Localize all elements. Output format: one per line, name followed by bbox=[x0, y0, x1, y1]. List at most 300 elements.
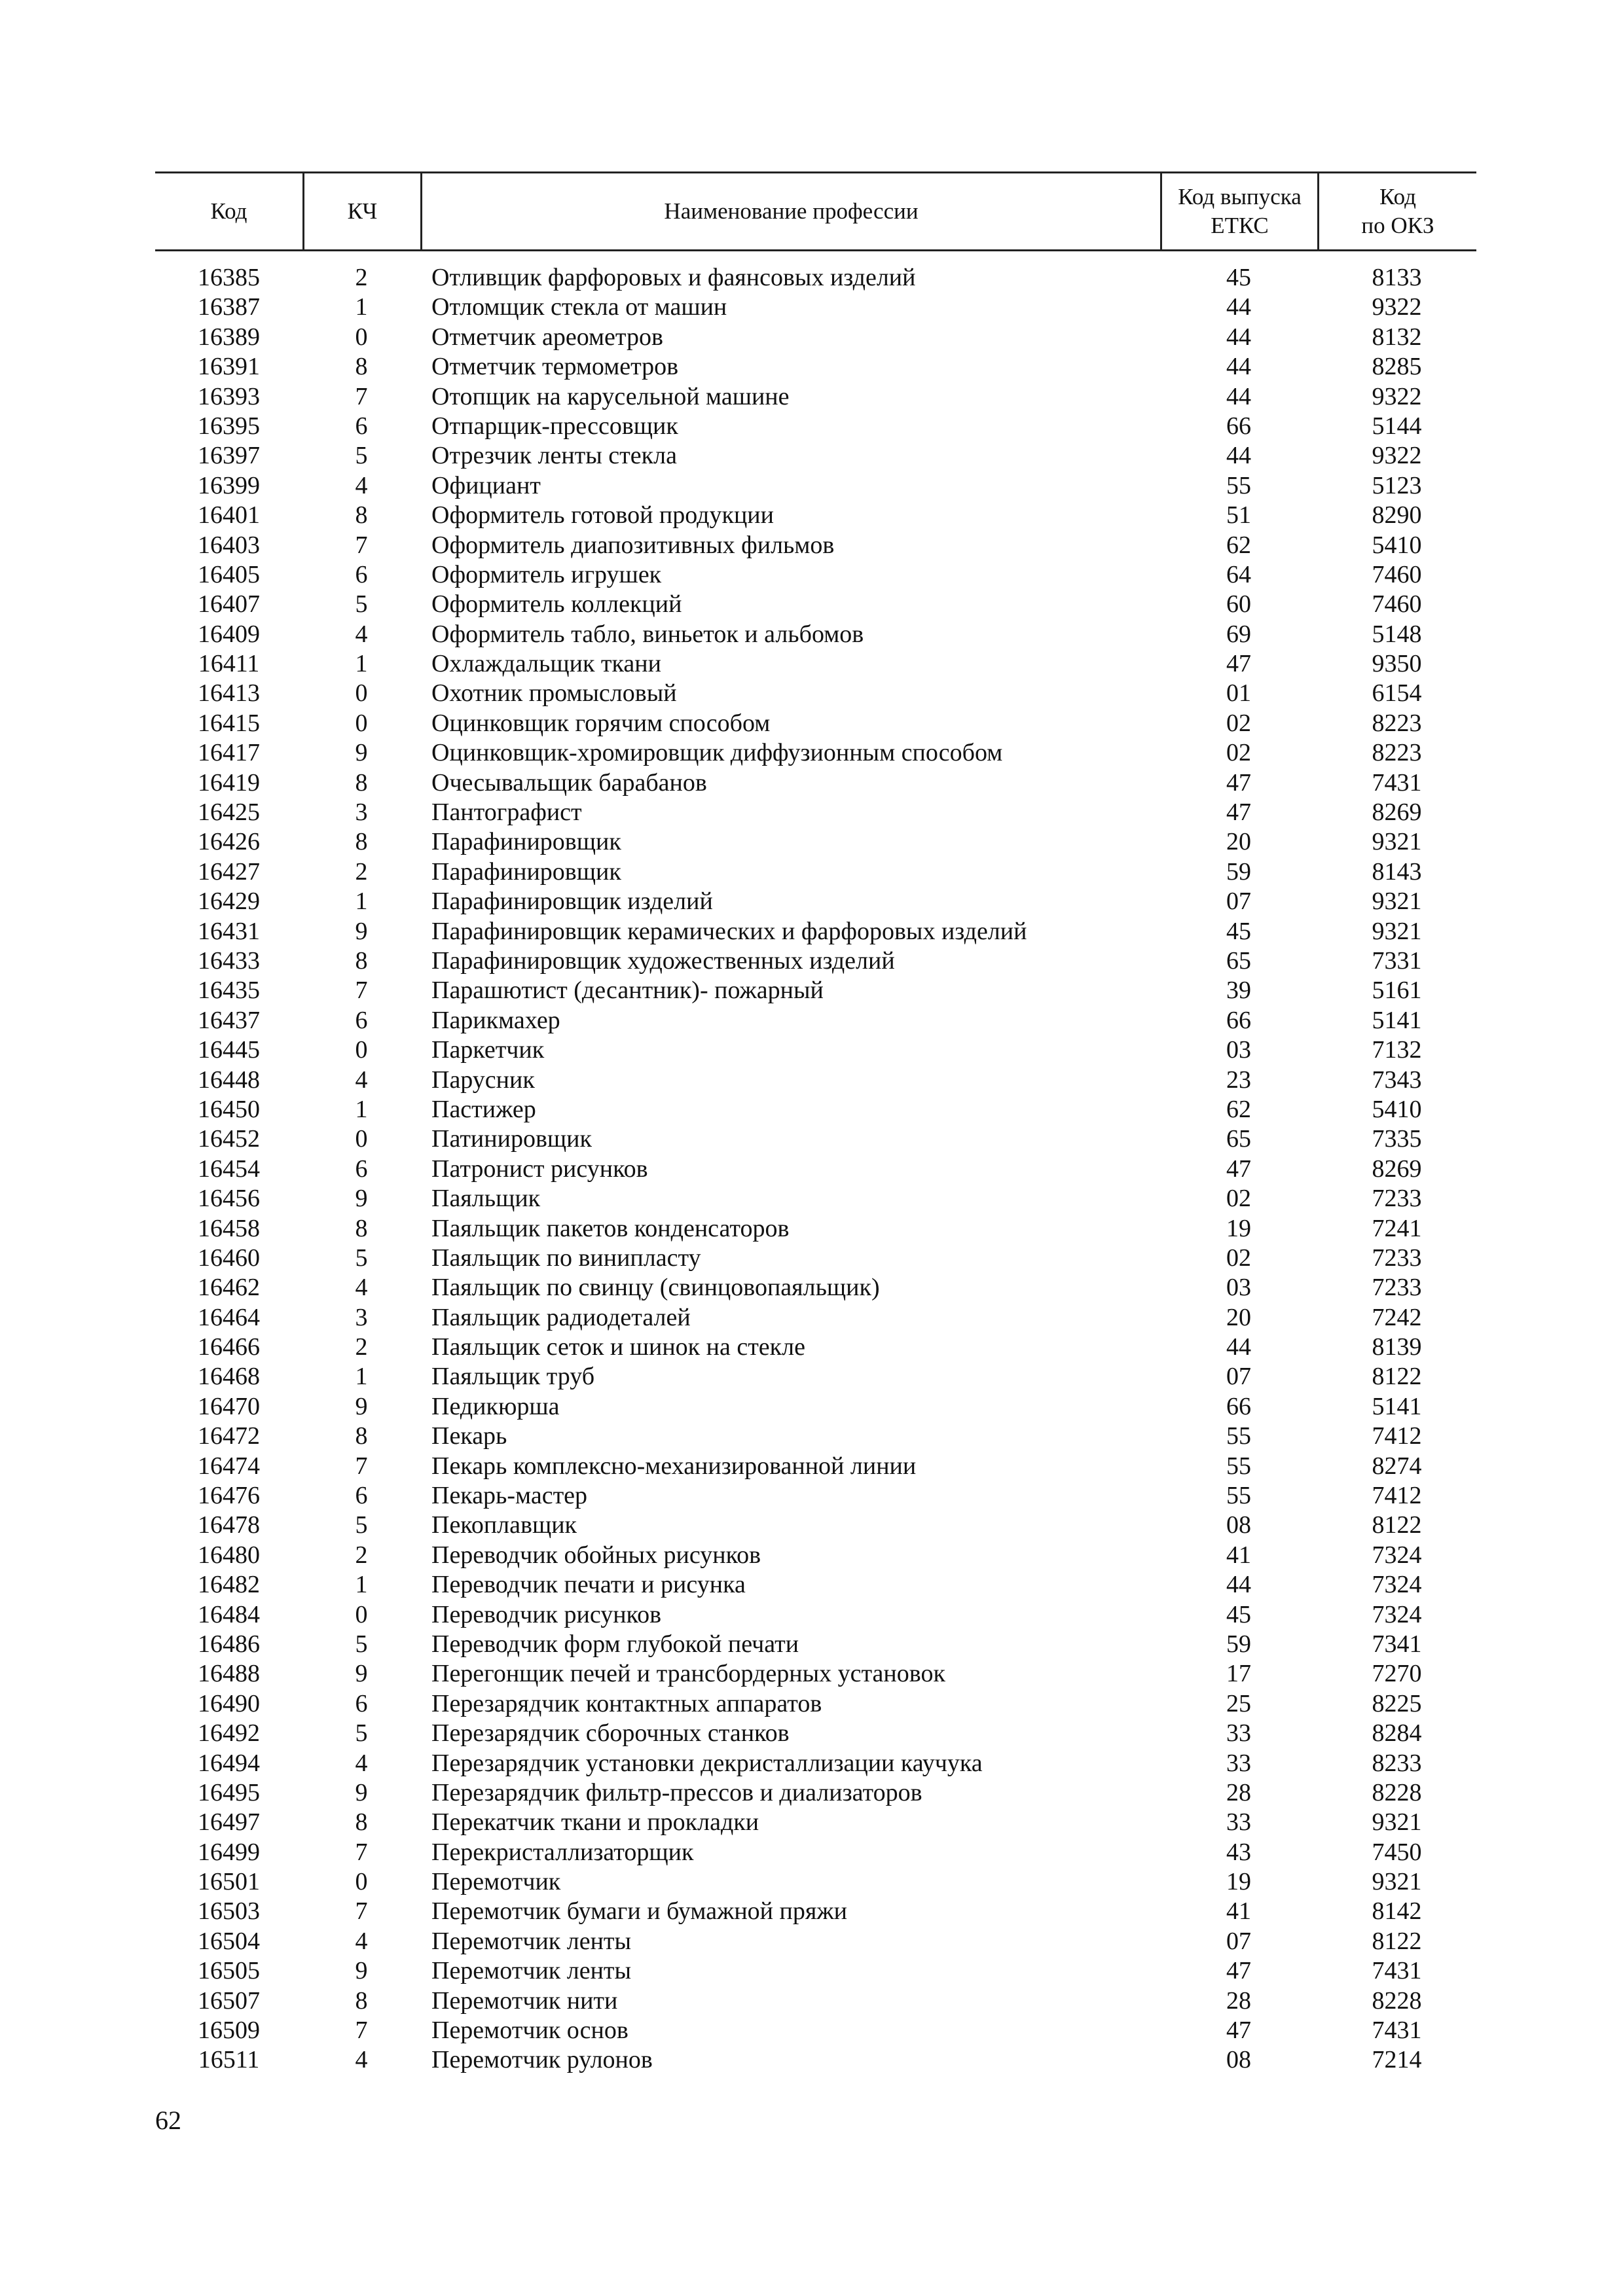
cell-kod: 16387 bbox=[198, 293, 260, 321]
cell-etks: 45 bbox=[1226, 264, 1251, 291]
cell-okz: 9350 bbox=[1372, 650, 1422, 678]
cell-profession-name: Переводчик печати и рисунка bbox=[431, 1571, 746, 1599]
cell-okz: 8233 bbox=[1372, 1749, 1422, 1777]
table-row bbox=[155, 946, 1476, 976]
cell-kch: 1 bbox=[355, 1363, 368, 1391]
cell-kod: 16403 bbox=[198, 531, 260, 559]
cell-kch: 2 bbox=[355, 857, 368, 886]
cell-okz: 5141 bbox=[1372, 1392, 1422, 1420]
cell-kch: 0 bbox=[355, 1868, 368, 1896]
cell-profession-name: Паркетчик bbox=[431, 1036, 545, 1064]
cell-profession-name: Пекоплавщик bbox=[431, 1511, 577, 1539]
cell-okz: 8285 bbox=[1372, 353, 1422, 381]
page-number: 62 bbox=[155, 2106, 181, 2135]
cell-etks: 02 bbox=[1226, 1185, 1251, 1213]
table-row bbox=[155, 1214, 1476, 1244]
table-row bbox=[155, 1392, 1476, 1422]
cell-kch: 2 bbox=[355, 1333, 368, 1361]
cell-kod: 16417 bbox=[198, 739, 260, 767]
cell-etks: 44 bbox=[1226, 1333, 1251, 1361]
cell-profession-name: Пекарь комплексно-механизированной линии bbox=[431, 1452, 917, 1480]
cell-profession-name: Паяльщик труб bbox=[431, 1363, 595, 1391]
cell-etks: 44 bbox=[1226, 1571, 1251, 1599]
cell-okz: 8142 bbox=[1372, 1897, 1422, 1926]
cell-okz: 8290 bbox=[1372, 501, 1422, 529]
cell-okz: 7233 bbox=[1372, 1274, 1422, 1302]
cell-okz: 8122 bbox=[1372, 1927, 1422, 1955]
cell-okz: 7431 bbox=[1372, 1957, 1422, 1985]
cell-etks: 45 bbox=[1226, 1600, 1251, 1628]
cell-okz: 7412 bbox=[1372, 1482, 1422, 1510]
cell-etks: 08 bbox=[1226, 1511, 1251, 1539]
cell-kod: 16507 bbox=[198, 1986, 260, 2015]
cell-profession-name: Охотник промысловый bbox=[431, 679, 677, 708]
cell-etks: 19 bbox=[1226, 1214, 1251, 1242]
table-row bbox=[155, 1778, 1476, 1808]
cell-etks: 41 bbox=[1226, 1541, 1251, 1569]
cell-okz: 7270 bbox=[1372, 1660, 1422, 1688]
cell-okz: 7242 bbox=[1372, 1303, 1422, 1331]
cell-etks: 43 bbox=[1226, 1838, 1251, 1866]
cell-kch: 0 bbox=[355, 323, 368, 351]
cell-profession-name: Педикюрша bbox=[431, 1392, 560, 1420]
cell-kch: 9 bbox=[355, 917, 368, 945]
cell-kod: 16458 bbox=[198, 1214, 260, 1242]
cell-kch: 0 bbox=[355, 709, 368, 737]
cell-okz: 9322 bbox=[1372, 442, 1422, 470]
cell-kch: 9 bbox=[355, 1392, 368, 1420]
cell-etks: 44 bbox=[1226, 293, 1251, 321]
cell-kod: 16462 bbox=[198, 1274, 260, 1302]
cell-kch: 5 bbox=[355, 590, 368, 619]
cell-kod: 16486 bbox=[198, 1630, 260, 1658]
table-row bbox=[155, 441, 1476, 471]
cell-etks: 28 bbox=[1226, 1778, 1251, 1806]
cell-kch: 9 bbox=[355, 1185, 368, 1213]
cell-profession-name: Паяльщик по свинцу (свинцовопаяльщик) bbox=[431, 1274, 880, 1302]
cell-etks: 65 bbox=[1226, 1125, 1251, 1153]
cell-etks: 07 bbox=[1226, 888, 1251, 916]
cell-kch: 8 bbox=[355, 828, 368, 856]
cell-profession-name: Переводчик форм глубокой печати bbox=[431, 1630, 799, 1658]
cell-kch: 7 bbox=[355, 382, 368, 410]
cell-etks: 28 bbox=[1226, 1986, 1251, 2015]
cell-okz: 7324 bbox=[1372, 1541, 1422, 1569]
cell-etks: 44 bbox=[1226, 323, 1251, 351]
cell-profession-name: Оцинковщик-хромировщик диффузионным способом bbox=[431, 739, 1003, 767]
cell-okz: 7331 bbox=[1372, 946, 1422, 975]
cell-kod: 16433 bbox=[198, 946, 260, 975]
cell-kod: 16490 bbox=[198, 1689, 260, 1717]
cell-okz: 8284 bbox=[1372, 1719, 1422, 1748]
table-row bbox=[155, 1808, 1476, 1837]
cell-kod: 16399 bbox=[198, 471, 260, 499]
cell-okz: 9321 bbox=[1372, 1808, 1422, 1837]
cell-kod: 16476 bbox=[198, 1482, 260, 1510]
cell-etks: 07 bbox=[1226, 1927, 1251, 1955]
cell-kch: 6 bbox=[355, 1689, 368, 1717]
cell-etks: 33 bbox=[1226, 1808, 1251, 1837]
cell-kch: 5 bbox=[355, 1719, 368, 1748]
cell-etks: 47 bbox=[1226, 650, 1251, 678]
cell-etks: 33 bbox=[1226, 1719, 1251, 1748]
table-row bbox=[155, 620, 1476, 649]
cell-profession-name: Парусник bbox=[431, 1066, 535, 1094]
cell-kch: 1 bbox=[355, 1571, 368, 1599]
cell-okz: 7341 bbox=[1372, 1630, 1422, 1658]
table-row bbox=[155, 917, 1476, 946]
cell-okz: 9321 bbox=[1372, 828, 1422, 856]
cell-okz: 7431 bbox=[1372, 768, 1422, 797]
cell-kch: 1 bbox=[355, 888, 368, 916]
table-row bbox=[155, 1541, 1476, 1570]
cell-profession-name: Перемотчик ленты bbox=[431, 1957, 632, 1985]
cell-kod: 16478 bbox=[198, 1511, 260, 1539]
table-row bbox=[155, 1867, 1476, 1897]
cell-kod: 16452 bbox=[198, 1125, 260, 1153]
cell-kch: 5 bbox=[355, 442, 368, 470]
cell-profession-name: Переводчик обойных рисунков bbox=[431, 1541, 761, 1569]
cell-okz: 7233 bbox=[1372, 1244, 1422, 1272]
cell-etks: 60 bbox=[1226, 590, 1251, 619]
cell-kod: 16413 bbox=[198, 679, 260, 708]
cell-profession-name: Перезарядчик сборочных станков bbox=[431, 1719, 790, 1748]
cell-etks: 69 bbox=[1226, 620, 1251, 648]
cell-kch: 4 bbox=[355, 1274, 368, 1302]
cell-okz: 7241 bbox=[1372, 1214, 1422, 1242]
cell-kch: 5 bbox=[355, 1511, 368, 1539]
cell-profession-name: Пекарь-мастер bbox=[431, 1482, 588, 1510]
cell-kod: 16391 bbox=[198, 353, 260, 381]
cell-etks: 47 bbox=[1226, 798, 1251, 827]
cell-kod: 16456 bbox=[198, 1185, 260, 1213]
cell-kch: 0 bbox=[355, 1125, 368, 1153]
cell-okz: 8274 bbox=[1372, 1452, 1422, 1480]
table-row bbox=[155, 1422, 1476, 1451]
table-row bbox=[155, 887, 1476, 916]
cell-kch: 7 bbox=[355, 1897, 368, 1926]
cell-etks: 55 bbox=[1226, 471, 1251, 499]
table-row bbox=[155, 1986, 1476, 2016]
table-row bbox=[155, 1956, 1476, 1986]
cell-okz: 5144 bbox=[1372, 412, 1422, 440]
table-row bbox=[155, 1452, 1476, 1481]
cell-kod: 16495 bbox=[198, 1778, 260, 1806]
cell-okz: 8122 bbox=[1372, 1363, 1422, 1391]
cell-profession-name: Перегонщик печей и трансбордерных установок bbox=[431, 1660, 945, 1688]
cell-okz: 8143 bbox=[1372, 857, 1422, 886]
cell-kod: 16435 bbox=[198, 977, 260, 1005]
cell-kod: 16448 bbox=[198, 1066, 260, 1094]
cell-etks: 02 bbox=[1226, 1244, 1251, 1272]
table-row bbox=[155, 1630, 1476, 1659]
cell-kod: 16511 bbox=[198, 2046, 260, 2074]
cell-etks: 19 bbox=[1226, 1868, 1251, 1896]
table-row bbox=[155, 1897, 1476, 1926]
cell-kod: 16395 bbox=[198, 412, 260, 440]
cell-etks: 08 bbox=[1226, 2046, 1251, 2074]
table-row bbox=[155, 1006, 1476, 1035]
cell-profession-name: Оформитель игрушек bbox=[431, 560, 662, 588]
cell-kod: 16503 bbox=[198, 1897, 260, 1926]
cell-kod: 16429 bbox=[198, 888, 260, 916]
cell-etks: 51 bbox=[1226, 501, 1251, 529]
cell-kch: 9 bbox=[355, 1778, 368, 1806]
cell-profession-name: Парашютист (десантник)- пожарный bbox=[431, 977, 824, 1005]
cell-profession-name: Оцинковщик горячим способом bbox=[431, 709, 771, 737]
cell-etks: 23 bbox=[1226, 1066, 1251, 1094]
table-row bbox=[155, 2045, 1476, 2075]
table-row bbox=[155, 352, 1476, 382]
cell-etks: 55 bbox=[1226, 1422, 1251, 1450]
cell-okz: 7324 bbox=[1372, 1571, 1422, 1599]
cell-okz: 8139 bbox=[1372, 1333, 1422, 1361]
cell-kod: 16492 bbox=[198, 1719, 260, 1748]
cell-kod: 16482 bbox=[198, 1571, 260, 1599]
header-kch: КЧ bbox=[347, 198, 378, 224]
cell-profession-name: Перемотчик бумаги и бумажной пряжи bbox=[431, 1897, 847, 1926]
cell-etks: 44 bbox=[1226, 382, 1251, 410]
cell-kch: 6 bbox=[355, 1482, 368, 1510]
table-row bbox=[155, 323, 1476, 352]
cell-kch: 1 bbox=[355, 650, 368, 678]
cell-kod: 16426 bbox=[198, 828, 260, 856]
cell-kch: 9 bbox=[355, 1957, 368, 1985]
table-row bbox=[155, 293, 1476, 322]
table-row bbox=[155, 649, 1476, 679]
cell-profession-name: Отметчик ареометров bbox=[431, 323, 663, 351]
table-row bbox=[155, 1511, 1476, 1540]
cell-profession-name: Парафинировщик художественных изделий bbox=[431, 946, 895, 975]
cell-kch: 1 bbox=[355, 293, 368, 321]
table-row bbox=[155, 471, 1476, 501]
cell-etks: 39 bbox=[1226, 977, 1251, 1005]
header-etks-line1: Код выпуска bbox=[1178, 184, 1302, 209]
cell-etks: 66 bbox=[1226, 1006, 1251, 1034]
cell-kch: 6 bbox=[355, 1155, 368, 1183]
cell-kod: 16464 bbox=[198, 1303, 260, 1331]
cell-kod: 16494 bbox=[198, 1749, 260, 1777]
cell-kod: 16431 bbox=[198, 917, 260, 945]
cell-profession-name: Перемотчик нити bbox=[431, 1986, 618, 2015]
cell-profession-name: Парафинировщик изделий bbox=[431, 888, 713, 916]
cell-okz: 8228 bbox=[1372, 1778, 1422, 1806]
cell-kod: 16411 bbox=[198, 650, 260, 678]
cell-okz: 7343 bbox=[1372, 1066, 1422, 1094]
cell-profession-name: Оформитель коллекций bbox=[431, 590, 682, 619]
cell-okz: 8225 bbox=[1372, 1689, 1422, 1717]
cell-profession-name: Оформитель готовой продукции bbox=[431, 501, 774, 529]
cell-profession-name: Охлаждальщик ткани bbox=[431, 650, 661, 678]
cell-profession-name: Оформитель табло, виньеток и альбомов bbox=[431, 620, 864, 648]
cell-profession-name: Переводчик рисунков bbox=[431, 1600, 662, 1628]
table-row bbox=[155, 1035, 1476, 1065]
cell-kod: 16409 bbox=[198, 620, 260, 648]
cell-kod: 16497 bbox=[198, 1808, 260, 1837]
cell-kod: 16474 bbox=[198, 1452, 260, 1480]
table-row bbox=[155, 1481, 1476, 1511]
table-header bbox=[155, 171, 1476, 251]
table-row bbox=[155, 412, 1476, 441]
table-row bbox=[155, 560, 1476, 590]
cell-etks: 64 bbox=[1226, 560, 1251, 588]
cell-etks: 65 bbox=[1226, 946, 1251, 975]
cell-okz: 7132 bbox=[1372, 1036, 1422, 1064]
cell-kch: 3 bbox=[355, 798, 368, 827]
cell-kod: 16445 bbox=[198, 1036, 260, 1064]
cell-kod: 16454 bbox=[198, 1155, 260, 1183]
cell-kod: 16472 bbox=[198, 1422, 260, 1450]
table-row bbox=[155, 1838, 1476, 1867]
cell-etks: 55 bbox=[1226, 1452, 1251, 1480]
cell-kch: 8 bbox=[355, 353, 368, 381]
cell-kod: 16460 bbox=[198, 1244, 260, 1272]
cell-etks: 17 bbox=[1226, 1660, 1251, 1688]
cell-kch: 2 bbox=[355, 264, 368, 291]
table-row bbox=[155, 1184, 1476, 1213]
cell-profession-name: Перекатчик ткани и прокладки bbox=[431, 1808, 759, 1837]
table-row bbox=[155, 590, 1476, 619]
cell-kod: 16407 bbox=[198, 590, 260, 619]
cell-okz: 9321 bbox=[1372, 917, 1422, 945]
cell-kod: 16437 bbox=[198, 1006, 260, 1034]
cell-profession-name: Перемотчик bbox=[431, 1868, 561, 1896]
cell-kch: 6 bbox=[355, 1006, 368, 1034]
table-row bbox=[155, 709, 1476, 738]
cell-kch: 0 bbox=[355, 1600, 368, 1628]
header-etks-line2: ЕТКС bbox=[1211, 213, 1269, 238]
cell-etks: 47 bbox=[1226, 1155, 1251, 1183]
cell-okz: 9322 bbox=[1372, 382, 1422, 410]
cell-etks: 66 bbox=[1226, 412, 1251, 440]
cell-kod: 16466 bbox=[198, 1333, 260, 1361]
cell-profession-name: Отпарщик-прессовщик bbox=[431, 412, 678, 440]
cell-profession-name: Перемотчик ленты bbox=[431, 1927, 632, 1955]
cell-kch: 8 bbox=[355, 501, 368, 529]
table-row bbox=[155, 768, 1476, 798]
header-kod: Код bbox=[210, 198, 247, 224]
cell-etks: 62 bbox=[1226, 1095, 1251, 1123]
cell-kch: 3 bbox=[355, 1303, 368, 1331]
cell-profession-name: Перезарядчик контактных аппаратов bbox=[431, 1689, 822, 1717]
table-row bbox=[155, 1570, 1476, 1600]
cell-profession-name: Парафинировщик bbox=[431, 828, 621, 856]
cell-okz: 7460 bbox=[1372, 590, 1422, 619]
cell-etks: 47 bbox=[1226, 768, 1251, 797]
cell-kch: 5 bbox=[355, 1630, 368, 1658]
cell-kod: 16450 bbox=[198, 1095, 260, 1123]
cell-kod: 16470 bbox=[198, 1392, 260, 1420]
cell-kch: 0 bbox=[355, 679, 368, 708]
cell-kod: 16427 bbox=[198, 857, 260, 886]
table-row bbox=[155, 1303, 1476, 1333]
cell-etks: 03 bbox=[1226, 1036, 1251, 1064]
cell-kch: 6 bbox=[355, 412, 368, 440]
cell-profession-name: Отопщик на карусельной машине bbox=[431, 382, 790, 410]
cell-kch: 0 bbox=[355, 1036, 368, 1064]
cell-etks: 47 bbox=[1226, 2017, 1251, 2045]
cell-okz: 7335 bbox=[1372, 1125, 1422, 1153]
cell-profession-name: Пантографист bbox=[431, 798, 582, 827]
cell-kod: 16505 bbox=[198, 1957, 260, 1985]
table-row bbox=[155, 1066, 1476, 1095]
cell-kod: 16484 bbox=[198, 1600, 260, 1628]
table-row bbox=[155, 976, 1476, 1005]
cell-kod: 16425 bbox=[198, 798, 260, 827]
cell-okz: 7412 bbox=[1372, 1422, 1422, 1450]
cell-kod: 16389 bbox=[198, 323, 260, 351]
cell-kch: 4 bbox=[355, 1749, 368, 1777]
cell-profession-name: Перемотчик рулонов bbox=[431, 2046, 653, 2074]
cell-okz: 5161 bbox=[1372, 977, 1422, 1005]
table-body bbox=[155, 263, 1476, 2075]
cell-profession-name: Паяльщик по винипласту bbox=[431, 1244, 701, 1272]
cell-profession-name: Паяльщик пакетов конденсаторов bbox=[431, 1214, 790, 1242]
cell-okz: 7324 bbox=[1372, 1600, 1422, 1628]
cell-okz: 5148 bbox=[1372, 620, 1422, 648]
cell-kch: 7 bbox=[355, 977, 368, 1005]
cell-profession-name: Парикмахер bbox=[431, 1006, 560, 1034]
cell-kod: 16385 bbox=[198, 264, 260, 291]
header-okz-line2: по ОКЗ bbox=[1361, 213, 1434, 238]
cell-okz: 8133 bbox=[1372, 264, 1422, 291]
cell-kch: 9 bbox=[355, 739, 368, 767]
cell-etks: 25 bbox=[1226, 1689, 1251, 1717]
table-row bbox=[155, 1095, 1476, 1124]
cell-kod: 16488 bbox=[198, 1660, 260, 1688]
cell-okz: 5141 bbox=[1372, 1006, 1422, 1034]
cell-kch: 6 bbox=[355, 560, 368, 588]
table-row bbox=[155, 1719, 1476, 1748]
cell-okz: 8228 bbox=[1372, 1986, 1422, 2015]
cell-etks: 44 bbox=[1226, 353, 1251, 381]
cell-etks: 66 bbox=[1226, 1392, 1251, 1420]
cell-kod: 16504 bbox=[198, 1927, 260, 1955]
cell-kch: 8 bbox=[355, 1422, 368, 1450]
cell-okz: 7460 bbox=[1372, 560, 1422, 588]
cell-kch: 8 bbox=[355, 1214, 368, 1242]
cell-profession-name: Патинировщик bbox=[431, 1125, 592, 1153]
cell-profession-name: Отломщик стекла от машин bbox=[431, 293, 727, 321]
table-row bbox=[155, 1155, 1476, 1184]
cell-kch: 7 bbox=[355, 2017, 368, 2045]
cell-etks: 62 bbox=[1226, 531, 1251, 559]
table-row bbox=[155, 738, 1476, 768]
cell-profession-name: Отливщик фарфоровых и фаянсовых изделий bbox=[431, 264, 916, 291]
cell-kod: 16405 bbox=[198, 560, 260, 588]
cell-okz: 7450 bbox=[1372, 1838, 1422, 1866]
table-row bbox=[155, 1927, 1476, 1956]
cell-profession-name: Пекарь bbox=[431, 1422, 507, 1450]
cell-okz: 7233 bbox=[1372, 1185, 1422, 1213]
cell-kch: 7 bbox=[355, 531, 368, 559]
table-row bbox=[155, 1689, 1476, 1719]
table-row bbox=[155, 679, 1476, 708]
cell-okz: 5410 bbox=[1372, 531, 1422, 559]
cell-etks: 59 bbox=[1226, 857, 1251, 886]
cell-kch: 4 bbox=[355, 620, 368, 648]
cell-kod: 16501 bbox=[198, 1868, 260, 1896]
cell-okz: 8223 bbox=[1372, 709, 1422, 737]
cell-etks: 03 bbox=[1226, 1274, 1251, 1302]
cell-kod: 16468 bbox=[198, 1363, 260, 1391]
cell-profession-name: Перемотчик основ bbox=[431, 2017, 629, 2045]
table-row bbox=[155, 1244, 1476, 1273]
cell-profession-name: Очесывальщик барабанов bbox=[431, 768, 707, 797]
table-row bbox=[155, 501, 1476, 530]
cell-kch: 7 bbox=[355, 1838, 368, 1866]
cell-kod: 16393 bbox=[198, 382, 260, 410]
